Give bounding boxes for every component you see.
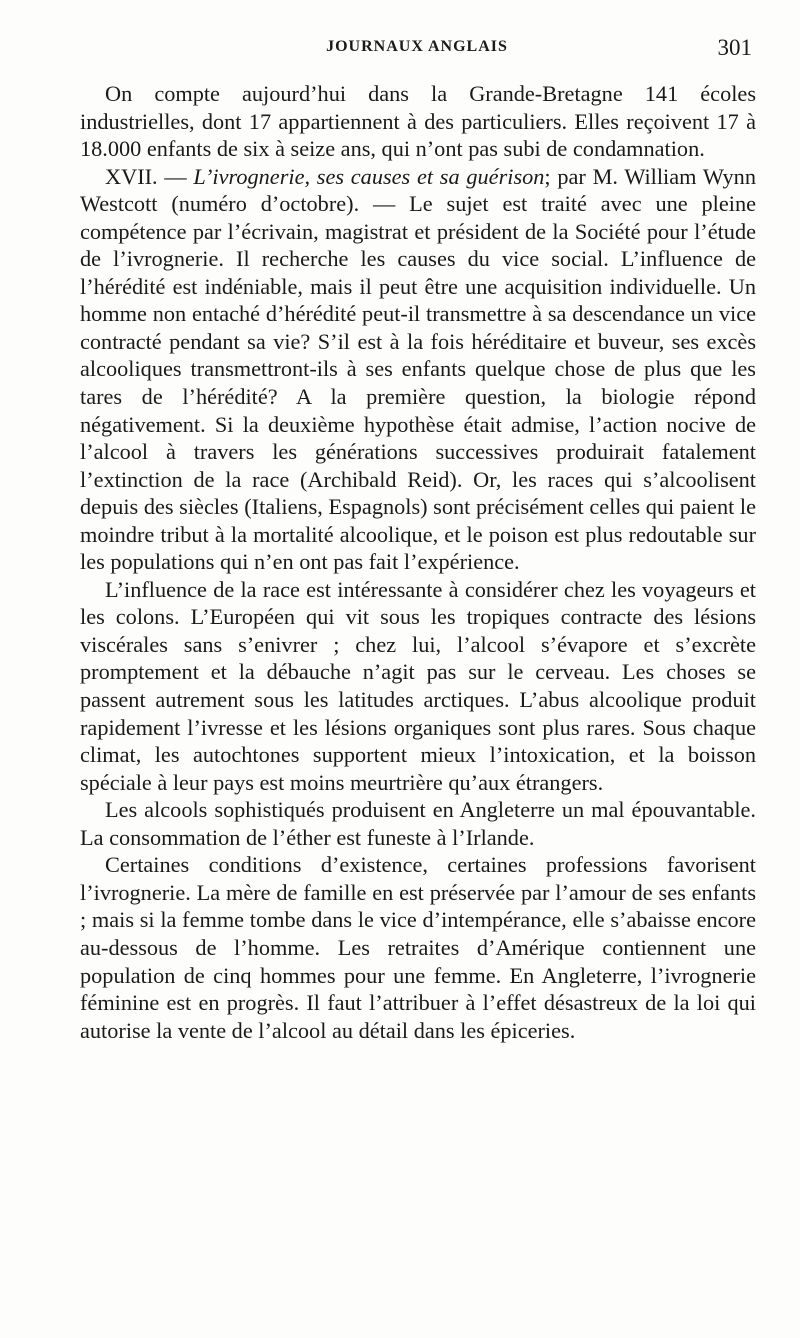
body-text — [80, 80, 756, 1044]
section-body: ; par M. William Wynn Westcott (numéro d’octobre). — Le sujet est traité avec une pleine compétence par l’écrivain, magistrat et président de la Société pour l’étude de l’ivrognerie. Il recherche les causes du vice social. L’influence de l’hérédité est indéniable, mais il peut être une acquisition individuelle. Un homme non entaché d’hérédité peut-il transmettre à sa descendance un vice contracté pendant sa vie? S’il est à la fois héréditaire et buveur, ses excès alcooliques transmettront-ils à ses enfants quelque chose de plus que les tares de l’hérédité? A la première question, la biologie répond négativement. Si la deuxième hypothèse était admise, l’action nocive de l’alcool à travers les générations successives produirait fatalement l’extinction de la race (Archibald Reid). Or, les races qui s’alcoolisent depuis des siècles (Italiens, Espagnols) sont précisément celles qui paient le moindre tribut à la mortalité alcoolique, et le poison est plus redoutable sur les populations qui n’en ont pas fait l’expérience. — [80, 163, 756, 575]
article-title: L’ivrognerie, ses causes et sa guérison — [193, 163, 545, 189]
paragraph-section-xvii — [80, 163, 756, 576]
section-number: XVII. — — [105, 163, 194, 189]
running-head — [82, 35, 752, 64]
paragraph-race: L’influence de la race est intéressante à considérer chez les voyageurs et les colons. L’Européen qui vit sous les tropiques contracte des lésions viscérales sans s’enivrer ; chez lui, l’alcool s’évapore et s’excrète promptement et la débauche n’agit pas sur le cerveau. Les choses se passent autrement sous les latitudes arctiques. L’abus alcoolique produit rapidement l’ivresse et les lésions organiques sont plus rares. Sous chaque climat, les autochtones supportent mieux l’intoxication, et la boisson spéciale à leur pays est moins meurtrière qu’aux étrangers. — [80, 576, 756, 795]
paragraph-alcools: Les alcools sophistiqués produisent en Angleterre un mal épouvantable. La consommation de l’éther est funeste à l’Irlande. — [80, 797, 756, 850]
page-number: 301 — [717, 35, 752, 60]
running-title: JOURNAUX ANGLAIS — [326, 38, 508, 55]
paragraph-conditions: Certaines conditions d’existence, certaines professions favorisent l’ivrognerie. La mère de famille en est préservée par l’amour de ses enfants ; mais si la femme tombe dans le vice d’intempérance, elle s’abaisse encore au-dessous de l’homme. Les retraites d’Amérique contiennent une population de cinq hommes pour une femme. En Angleterre, l’ivrognerie féminine est en progrès. Il faut l’attribuer à l’effet désastreux de la loi qui autorise la vente de l’alcool au détail dans les épiceries. — [80, 852, 756, 1043]
paragraph-schools: On compte aujourd’hui dans la Grande-Bretagne 141 écoles industrielles, dont 17 appartiennent à des particuliers. Elles reçoivent 17 à 18.000 enfants de six à seize ans, qui n’ont pas subi de condamnation. — [80, 81, 756, 162]
